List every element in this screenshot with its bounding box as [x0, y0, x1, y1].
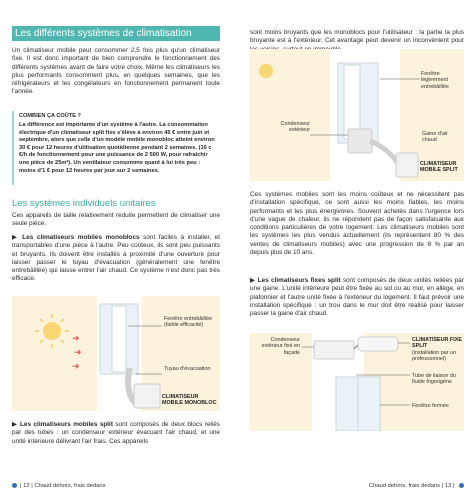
subsection-title: Les systèmes individuels unitaires [12, 198, 156, 209]
cost-box [12, 111, 220, 185]
footer-title-right: Chaud dehors, frais dedans [368, 483, 441, 490]
page-dot-icon [12, 483, 17, 488]
window-label: Fenêtre légèrement entrebâillée [421, 71, 449, 90]
monobloc-text: sont faciles à installer, et transportables d'une pièce à l'autre. Peu coûteux, ils sont peu puissants et bruyants. Ils doivent être installés à proximité d'une ouverture pour laisser passer le tuyau d'évacuation (généralement une fenêtre entrebâillée) qui laisse entrer l'air chaud. Ce système n'est donc pas très efficace. [12, 234, 220, 283]
cost-box-bar [12, 111, 14, 185]
tube-label: Tuyau d'évacuation [164, 366, 211, 372]
heat-arrow-icon: ➜ [72, 361, 80, 371]
page-number-left: 12 [23, 483, 30, 490]
fixed-split-paragraph: ▶ Les climatiseurs fixes split sont composés de deux unités reliées par une gaine. L'unité intérieure peut être fixée au sol ou au mur, en allège, en plafonnier et l'autre unité fixée à l'extérieur du logement. Il faut prévoir une installation spécifique : un trou dans le mur doit être réalisé pour laisser passer la gaine d'air chaud. [250, 277, 464, 318]
split-lead: Les climatiseurs mobiles split [20, 421, 113, 428]
sheath-label: Gaine d'air chaud [422, 131, 448, 144]
fixed-split-illustration [250, 333, 464, 431]
window-label: Fenêtre entrebâillée (faible efficacité) [164, 316, 212, 329]
condenser-label: Condenseur extérieur [280, 121, 310, 134]
footer-right: Chaud dehors, frais dedans | 13 | [369, 483, 464, 489]
monobloc-illustration [12, 296, 220, 411]
split-text: sont composés de deux blocs reliés par des tubes : un condenseur extérieur évacuant l'air chaud, et une unité intérieure délivrant l'air frais. Ces appareils [12, 421, 220, 445]
condenser-label: Condenseur extérieur fixé en façade [261, 337, 300, 356]
page-number-right: 13 [444, 483, 452, 490]
closed-window-label: Fenêtre fermée [412, 403, 449, 409]
monobloc-label: CLIMATISEUR MOBILE MONOBLOC [162, 394, 217, 407]
section-title-band [12, 26, 220, 41]
page-dot-icon [459, 483, 464, 488]
monobloc-lead: Les climatiseurs mobiles monoblocs [22, 234, 140, 241]
right-middle-paragraph: Ces systèmes mobiles sont les moins coûteux et ne nécessitent pas d'installation spécifique, ce sont aussi les moins fiables, les moins performants et les plus énergivores. Souvent achetés dans l'urgence lors d'une vague de chaleur, ils ne répondent pas de façon satisfaisante aux conditions particulières de votre logement. Les climatiseurs mobiles sont les systèmes les plus vendus actuellement (ils représentent 80 % des ventes de climatiseurs mobiles) avec une progression de 8 % par an depuis plus de 10 ans. [250, 191, 464, 257]
footer-left: | 12 | Chaud dehors, frais dedans [12, 483, 106, 489]
fixed-split-text: sont composés de deux unités reliées par une gaine. L'unité intérieure peut être fixée au sol ou au mur, en allège, en plafonnier et l'autre unité fixée à l'extérieur du logement. Il faut prévoir une installation spécifique : un trou dans le mur doit être réalisé pour laisser passer la gaine d'air chaud. [250, 277, 464, 318]
sun-icon [35, 314, 69, 348]
mobile-split-label: CLIMATISEUR MOBILE SPLIT [420, 161, 458, 174]
fixed-split-lead: Les climatiseurs fixes split [257, 277, 341, 284]
split-paragraph: ▶ Les climatiseurs mobiles split sont composés de deux blocs reliés par des tubes : un condenseur extérieur évacuant l'air chaud, et une unité intérieure délivrant l'air frais. Ces appareils [12, 421, 220, 445]
heat-arrow-icon: ➜ [72, 333, 80, 343]
cost-box-title: COMBIEN ÇA COÛTE ? [19, 113, 81, 119]
footer-title-left: Chaud dehors, frais dedans [34, 483, 106, 490]
cost-box-text: La différence est importante d'un système à l'autre. La consommation électrique d'un climatiseur split fixe s'élève à environ 45 € entre juin et septembre, alors que celle d'un modèle mobile monobloc atteint environ 30 € pour 12 heures d'utilisation quotidienne pendant 2 semaines. (16 c €/h de fonctionnement pour une puissance de 2 500 W, pour rafraîchir une pièce de 25m²). Un ventilateur consomme quant à lui très peu : moins d'1 € pour 12 heures par jour sur 2 semaines. [19, 122, 215, 174]
tube-label: Tube de liaison du fluide frigorigène [412, 373, 456, 386]
install-note: (installation par un professionnel) [412, 350, 457, 363]
section-title: Les différents systèmes de climatisation [15, 28, 192, 39]
fixed-split-label: CLIMATISEUR FIXE SPLIT [412, 337, 462, 350]
monobloc-paragraph: ▶ Les climatiseurs mobiles monoblocs sont faciles à installer, et transportables d'une pièce à l'autre. Peu coûteux, ils sont peu puissants et bruyants. Ils doivent être installés à proximité d'une ouverture pour laisser passer le tuyau d'évacuation (généralement une fenêtre entrebâillée) qui laisse entrer l'air chaud. Ce système n'est donc pas très efficace. [12, 234, 220, 283]
sun-icon [259, 64, 273, 78]
mobile-split-illustration [250, 49, 464, 181]
heat-arrow-icon: ➜ [74, 347, 82, 357]
intro-paragraph: Un climatiseur mobile peut consommer 2,5 fois plus qu'un climatiseur fixe. Il est donc important de bien comprendre le fonctionnement des différents systèmes avant de faire votre choix. Même les climatiseurs les plus performants consomment plus, en quelques semaines, que les réfrigérateurs et les congélateurs en fonctionnement permanent toute l'année. [12, 47, 220, 96]
right-top-paragraph: sont moins bruyants que les monoblocs pour l'utilisateur : la partie la plus bruyante est à l'extérieur. Cet avantage peut devenir un inconvénient pour [250, 29, 464, 45]
subsection-intro: Ces appareils de taille relativement réduite permettent de climatiser une seule pièce. [12, 212, 220, 228]
